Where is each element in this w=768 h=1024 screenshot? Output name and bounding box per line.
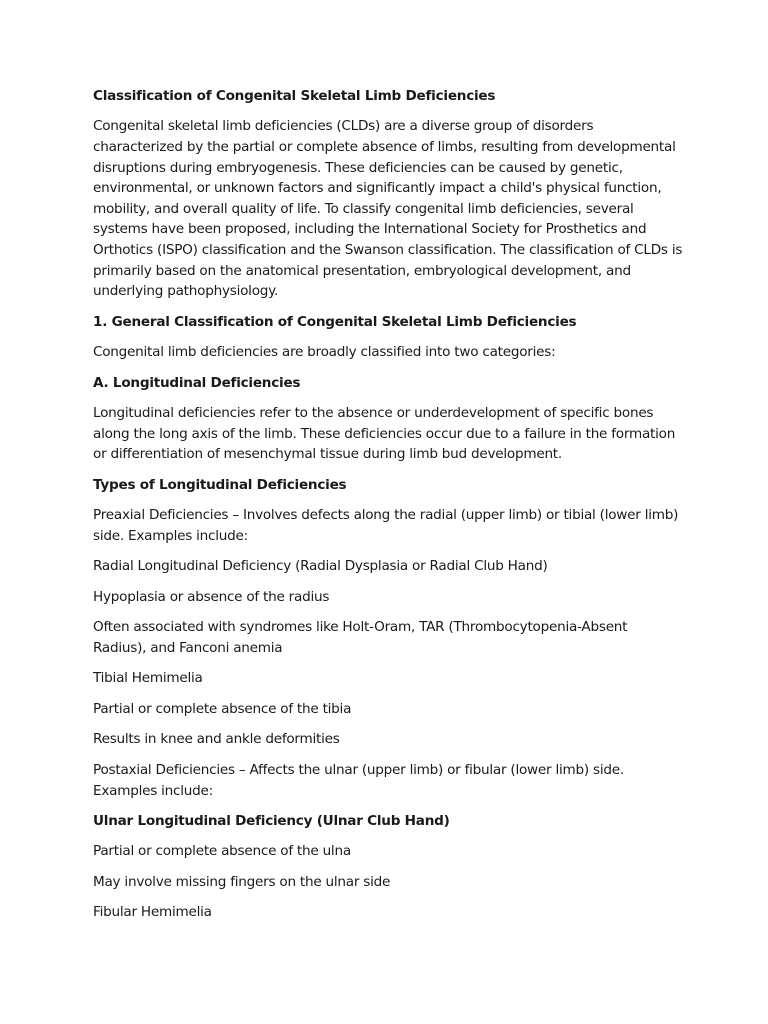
list-item: Often associated with syndromes like Holt-Oram, TAR (Thrombocytopenia-Absent Radius), and Fanconi anemia [93,619,628,656]
list-item: May involve missing fingers on the ulnar side [93,873,391,890]
list-item: Hypoplasia or absence of the radius [93,588,330,605]
list-item: Partial or complete absence of the tibia [93,700,352,717]
subsection-heading: A. Longitudinal Deficiencies [93,374,301,391]
list-item: Radial Longitudinal Deficiency (Radial Dysplasia or Radial Club Hand) [93,558,548,575]
list-item: Fibular Hemimelia [93,904,212,921]
body-paragraph: Congenital limb deficiencies are broadly classified into two categories: [93,344,556,361]
list-heading: Ulnar Longitudinal Deficiency (Ulnar Club Hand) [93,812,450,829]
document-page [93,86,683,933]
section-heading: 1. General Classification of Congenital Skeletal Limb Deficiencies [93,313,577,330]
list-item: Results in knee and ankle deformities [93,731,340,748]
body-paragraph: Preaxial Deficiencies – Involves defects along the radial (upper limb) or tibial (lower limb) side. Examples include: [93,507,679,544]
intro-paragraph: Congenital skeletal limb deficiencies (CLDs) are a diverse group of disorders characterized by the partial or complete absence of limbs, resulting from developmental disruptions during embryogenesis. These deficiencies can be caused by genetic, environmental, or unknown factors and significantly impact a child's physical function, mobility, and overall quality of life. To classify congenital limb deficiencies, several systems have been proposed, including the International Society for Prosthetics and Orthotics (ISPO) classification and the Swanson classification. The classification of CLDs is primarily based on the anatomical presentation, embryological development, and underlying pathophysiology. [93,118,683,300]
body-paragraph: Postaxial Deficiencies – Affects the ulnar (upper limb) or fibular (lower limb) side. Examples include: [93,761,624,799]
list-item: Tibial Hemimelia [93,670,203,687]
document-title: Classification of Congenital Skeletal Limb Deficiencies [93,88,496,104]
body-paragraph: Longitudinal deficiencies refer to the absence or underdevelopment of specific bones along the long axis of the limb. These deficiencies occur due to a failure in the formation or differentiation of mesenchymal tissue during limb bud development. [93,405,676,463]
list-item: Partial or complete absence of the ulna [93,843,351,860]
subsection-heading: Types of Longitudinal Deficiencies [93,476,347,493]
